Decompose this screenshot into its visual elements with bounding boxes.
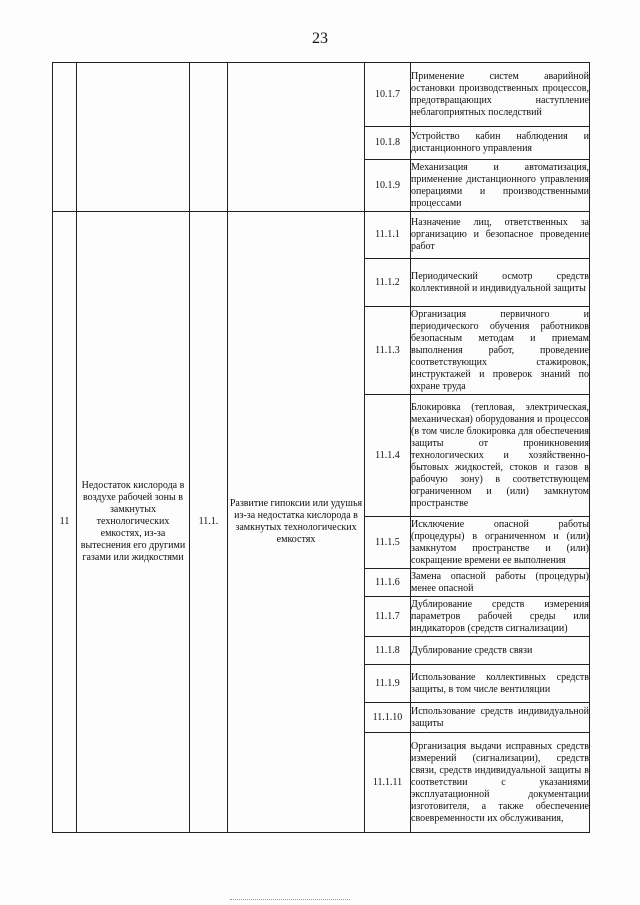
hazard-description: Недостаток кислорода в воздухе рабочей зоны в замкнутых технологических емкостях, из-за вытеснения его другими газами или жидкостями — [77, 212, 190, 833]
measure-text: Блокировка (тепловая, электрическая, механическая) оборудования и процессов (в том числе блокировка для обеспечения защиты от проникновения технологических и хозяйственно-бытовых жидкостей, стоков и газов в рабочую зону) в соответствующем ограниченном и (или) замкнутом пространстве — [411, 395, 590, 517]
measure-text: Дублирование средств измерения параметров рабочей среды или индикаторов (средств сигнализации) — [411, 597, 590, 637]
measure-code: 10.1.7 — [365, 63, 411, 127]
measure-text: Использование коллективных средств защиты, в том числе вентиляции — [411, 665, 590, 703]
measure-text: Механизация и автоматизация, применение дистанционного управления операциями и производственными процессами — [411, 160, 590, 212]
measure-code: 11.1.11 — [365, 733, 411, 833]
measure-code: 11.1.3 — [365, 307, 411, 395]
row-number: 11 — [53, 212, 77, 833]
measure-code: 11.1.6 — [365, 569, 411, 597]
measure-code: 10.1.8 — [365, 127, 411, 160]
measure-code: 11.1.4 — [365, 395, 411, 517]
measure-text: Использование средств индивидуальной защиты — [411, 703, 590, 733]
event-code-cell — [190, 63, 228, 212]
table-row — [53, 63, 590, 127]
event-cell — [228, 63, 365, 212]
measure-code: 11.1.2 — [365, 259, 411, 307]
table-row — [53, 212, 590, 259]
measure-code: 11.1.5 — [365, 517, 411, 569]
measure-text: Применение систем аварийной остановки производственных процессов, предотвращающих наступление неблагоприятных последствий — [411, 63, 590, 127]
measure-text: Периодический осмотр средств коллективной и индивидуальной защиты — [411, 259, 590, 307]
hazardous-event: Развитие гипоксии или удушья из-за недостатка кислорода в замкнутых технологических емкостях — [228, 212, 365, 833]
measure-code: 11.1.10 — [365, 703, 411, 733]
measure-code: 11.1.1 — [365, 212, 411, 259]
measure-text: Замена опасной работы (процедуры) менее опасной — [411, 569, 590, 597]
measure-text: Исключение опасной работы (процедуры) в ограниченном и (или) замкнутом пространстве и (или) сокращение времени ее выполнения — [411, 517, 590, 569]
scan-edge-mark — [230, 899, 350, 901]
row-number-cell — [53, 63, 77, 212]
page-number: 23 — [312, 30, 328, 47]
measure-code: 11.1.8 — [365, 637, 411, 665]
event-code: 11.1. — [190, 212, 228, 833]
measure-code: 11.1.9 — [365, 665, 411, 703]
measure-text: Дублирование средств связи — [411, 637, 590, 665]
measure-code: 11.1.7 — [365, 597, 411, 637]
hazard-cell — [77, 63, 190, 212]
hazard-measures-table — [52, 62, 590, 833]
measure-text: Назначение лиц, ответственных за организацию и безопасное проведение работ — [411, 212, 590, 259]
measure-code: 10.1.9 — [365, 160, 411, 212]
measure-text: Организация выдачи исправных средств измерений (сигнализации), средств связи, средств индивидуальной защиты в соответствии с указаниями эксплуатационной документации изготовителя, а также обеспечение своевременности их обслуживания, — [411, 733, 590, 833]
measure-text: Организация первичного и периодического обучения работников безопасным методам и приемам выполнения работ, проведение соответствующих стажировок, инструктажей и проверок знаний по охране труда — [411, 307, 590, 395]
measure-text: Устройство кабин наблюдения и дистанционного управления — [411, 127, 590, 160]
